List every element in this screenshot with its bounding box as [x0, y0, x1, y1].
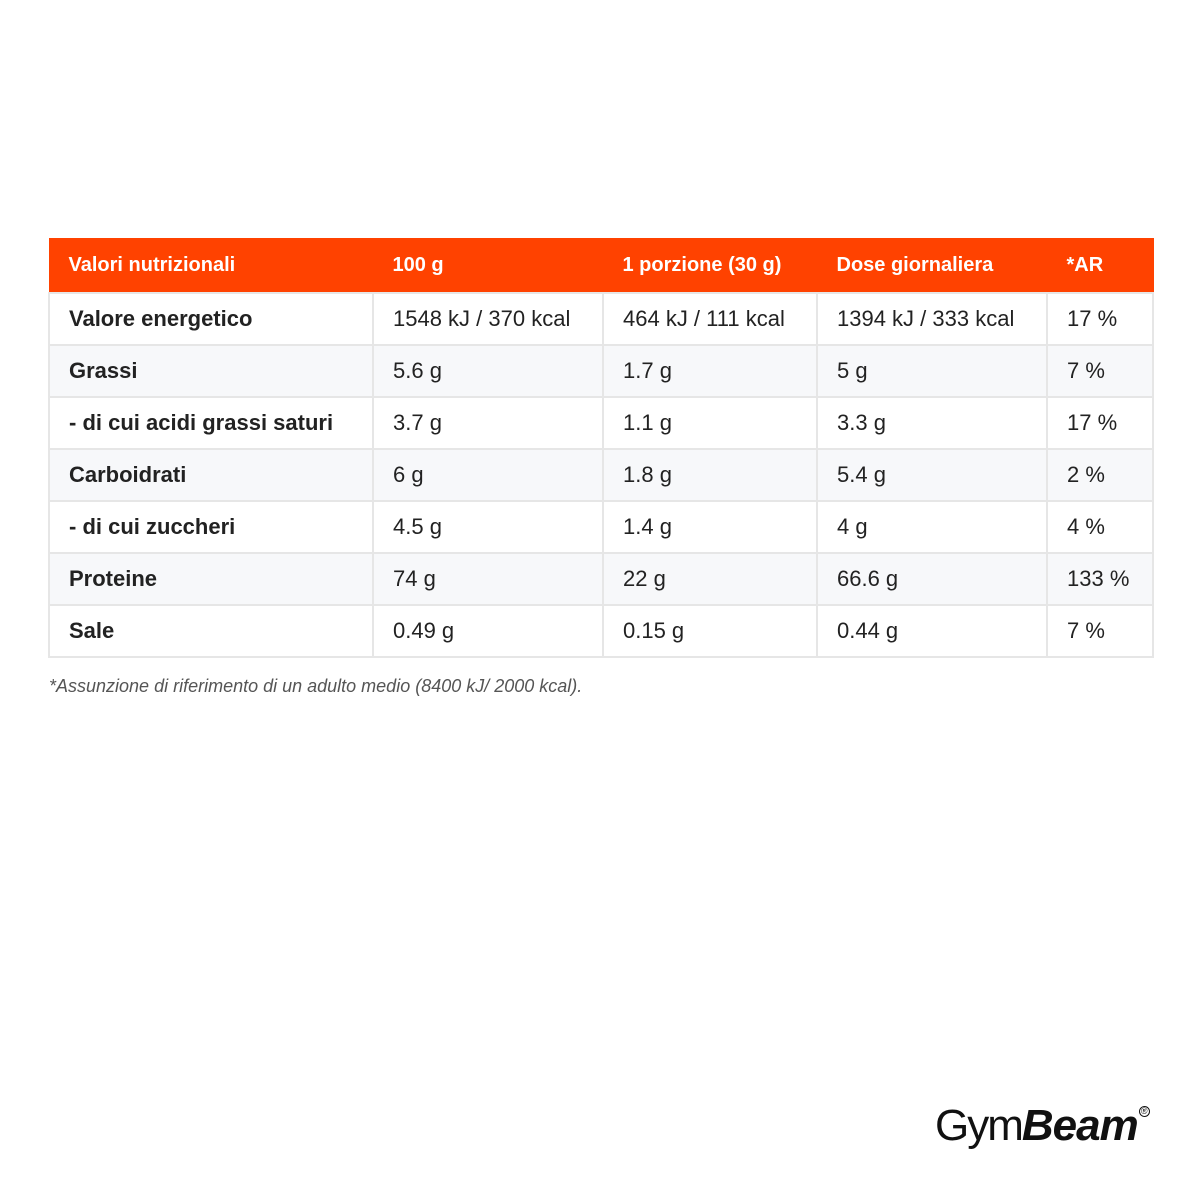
- daily-dose-value: 0.44 g: [817, 605, 1047, 657]
- per-portion-value: 1.7 g: [603, 345, 817, 397]
- table-row: [49, 293, 1153, 345]
- per-100g-value: 6 g: [373, 449, 603, 501]
- column-header-reference-intake: *AR: [1047, 239, 1153, 293]
- gymbeam-logo: [935, 1100, 1150, 1160]
- table-row: [49, 345, 1153, 397]
- nutrient-label: - di cui zuccheri: [49, 501, 373, 553]
- daily-dose-value: 4 g: [817, 501, 1047, 553]
- nutrient-label: Carboidrati: [49, 449, 373, 501]
- per-portion-value: 1.4 g: [603, 501, 817, 553]
- table-row: [49, 501, 1153, 553]
- table-row: [49, 605, 1153, 657]
- registered-mark-icon: ®: [1139, 1106, 1150, 1117]
- reference-intake-value: 7 %: [1047, 345, 1153, 397]
- table-row: [49, 397, 1153, 449]
- column-header-per-portion: 1 porzione (30 g): [603, 239, 817, 293]
- per-100g-value: 0.49 g: [373, 605, 603, 657]
- reference-intake-value: 7 %: [1047, 605, 1153, 657]
- table-header-row: [49, 239, 1153, 293]
- per-100g-value: 74 g: [373, 553, 603, 605]
- column-header-per-100g: 100 g: [373, 239, 603, 293]
- daily-dose-value: 5 g: [817, 345, 1047, 397]
- nutrition-table: [48, 238, 1154, 658]
- column-header-daily-dose: Dose giornaliera: [817, 239, 1047, 293]
- per-100g-value: 1548 kJ / 370 kcal: [373, 293, 603, 345]
- reference-intake-value: 2 %: [1047, 449, 1153, 501]
- column-header-nutrient: Valori nutrizionali: [49, 239, 373, 293]
- footnote: *Assunzione di riferimento di un adulto medio (8400 kJ/ 2000 kcal).: [49, 676, 583, 696]
- per-portion-value: 22 g: [603, 553, 817, 605]
- reference-intake-value: 17 %: [1047, 397, 1153, 449]
- nutrient-label: Proteine: [49, 553, 373, 605]
- daily-dose-value: 66.6 g: [817, 553, 1047, 605]
- nutrient-label: Valore energetico: [49, 293, 373, 345]
- logo-text-beam: Beam: [1021, 1101, 1138, 1150]
- per-100g-value: 3.7 g: [373, 397, 603, 449]
- table-row: [49, 449, 1153, 501]
- per-100g-value: 5.6 g: [373, 345, 603, 397]
- per-portion-value: 1.8 g: [603, 449, 817, 501]
- table-row: [49, 553, 1153, 605]
- logo-text-gym: Gym: [935, 1101, 1022, 1150]
- reference-intake-value: 17 %: [1047, 293, 1153, 345]
- nutrient-label: - di cui acidi grassi saturi: [49, 397, 373, 449]
- daily-dose-value: 1394 kJ / 333 kcal: [817, 293, 1047, 345]
- per-portion-value: 0.15 g: [603, 605, 817, 657]
- nutrient-label: Sale: [49, 605, 373, 657]
- reference-intake-value: 4 %: [1047, 501, 1153, 553]
- daily-dose-value: 3.3 g: [817, 397, 1047, 449]
- per-portion-value: 464 kJ / 111 kcal: [603, 293, 817, 345]
- nutrient-label: Grassi: [49, 345, 373, 397]
- reference-intake-value: 133 %: [1047, 553, 1153, 605]
- per-100g-value: 4.5 g: [373, 501, 603, 553]
- per-portion-value: 1.1 g: [603, 397, 817, 449]
- daily-dose-value: 5.4 g: [817, 449, 1047, 501]
